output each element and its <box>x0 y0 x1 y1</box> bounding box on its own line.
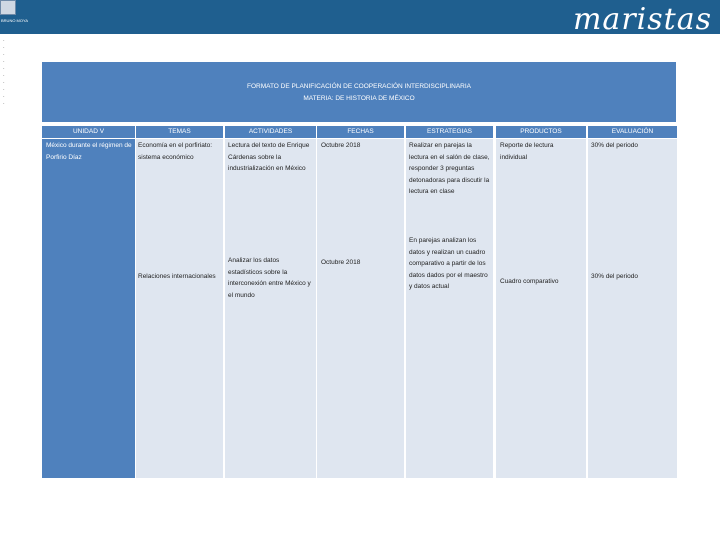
app-icon <box>0 0 16 15</box>
header-fechas: FECHAS <box>317 126 404 138</box>
estrategia-cell: En parejas analizan los datos y realizan un cuadro comparativo a partir de los datos dados por el maestro y datos actual <box>409 237 488 290</box>
margin-marks: · · · · · · · · · · <box>3 38 5 107</box>
document-title: FORMATO DE PLANIFICACIÓN DE COOPERACIÓN INTERDISCIPLINARIA <box>246 83 472 90</box>
estrategia-cell: Realizar en parejas la lectura en el salón de clase, responder 3 preguntas detonadoras para discutir la lectura en clase <box>409 142 490 195</box>
corner-label: BRUNO MOYA <box>1 18 29 23</box>
evaluacion-cell: 30% del periodo <box>591 273 638 280</box>
header-productos: PRODUCTOS <box>496 126 586 138</box>
evaluacion-cell: 30% del periodo <box>591 142 638 149</box>
title-banner <box>42 62 676 122</box>
maristas-logo: maristas <box>572 2 712 37</box>
column-actividades <box>225 139 316 478</box>
unidad-cell: México durante el régimen de Porfirio Díaz <box>46 142 132 161</box>
actividad-cell: Lectura del texto de Enrique Cárdenas sobre la industrialización en México <box>228 142 310 172</box>
fecha-cell: Octubre 2018 <box>321 142 361 149</box>
fecha-cell: Octubre 2018 <box>321 259 361 266</box>
tema-cell: Economía en el porfiriato: sistema económico <box>138 142 213 161</box>
header-evaluacion: EVALUACIÓN <box>588 126 677 138</box>
subject-title: MATERIA: DE HISTORIA DE MÉXICO <box>303 95 415 102</box>
header-unidad: UNIDAD V <box>42 126 135 138</box>
tema-cell: Relaciones internacionales <box>138 273 216 280</box>
column-fechas <box>317 139 404 478</box>
header-temas: TEMAS <box>136 126 223 138</box>
producto-cell: Reporte de lectura individual <box>500 142 554 161</box>
top-banner <box>0 0 720 37</box>
header-estrategias: ESTRATEGIAS <box>406 126 493 138</box>
column-unidad <box>42 139 135 478</box>
column-estrategias <box>406 139 493 478</box>
header-actividades: ACTIVIDADES <box>225 126 316 138</box>
column-evaluacion <box>588 139 677 478</box>
producto-cell: Cuadro comparativo <box>500 278 559 285</box>
column-temas <box>136 139 223 478</box>
column-productos <box>496 139 586 478</box>
actividad-cell: Analizar los datos estadísticos sobre la interconexión entre México y el mundo <box>228 257 311 299</box>
